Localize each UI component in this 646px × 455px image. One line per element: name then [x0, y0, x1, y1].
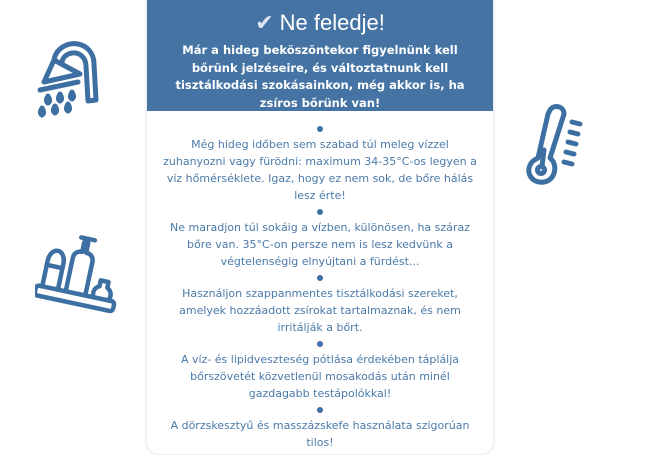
bullet-icon	[317, 209, 323, 215]
tip-text: Használjon szappanmentes tisztálkodási szereket, amelyek hozzáadott zsírokat tartalmaznak, és nem irritálják a bőrt.	[179, 287, 461, 334]
card-title	[163, 10, 477, 36]
bullet-icon	[317, 275, 323, 281]
check-icon: ✔	[255, 10, 274, 35]
bullet-icon	[317, 407, 323, 413]
tip-text: A dörzskesztyű és masszázskefe használata szigorúan tilos!	[170, 419, 470, 449]
tip-item	[159, 341, 481, 402]
tip-item	[159, 126, 481, 204]
tip-text: Még hideg időben sem szabad túl meleg vízzel zuhanyozni vagy fürödni: maximum 34-35°C-os legyen a víz hőmérséklete. Igaz, hogy ez nem sok, de bőre hálás lesz érte!	[163, 138, 477, 202]
tips-card	[147, 0, 493, 454]
tip-item	[159, 407, 481, 451]
thermometer-icon	[520, 100, 590, 195]
card-header	[147, 0, 493, 111]
tip-text: A víz- és lipidveszteség pótlása érdekében táplálja bőrszövetét közvetlenül mosakodás után minél gazdagabb testápolókkal!	[180, 353, 460, 400]
bullet-icon	[317, 341, 323, 347]
tip-item	[159, 275, 481, 336]
tips-list	[147, 111, 493, 451]
bottles-icon	[35, 232, 125, 322]
tip-text: Ne maradjon túl sokáig a vízben, különösen, ha száraz bőre van. 35°C-on persze nem is lesz kedvünk a végtelenségig elnyújtani a fürdést...	[170, 221, 470, 268]
tip-item	[159, 209, 481, 270]
shower-icon	[34, 38, 114, 128]
card-intro: Már a hideg beköszöntekor figyelnünk kell bőrünk jelzéseire, és változtatnunk kell tisztálkodási szokásainkon, még akkor is, ha zsíros bőrünk van!	[175, 43, 465, 110]
bullet-icon	[317, 126, 323, 132]
card-title-text: Ne feledje!	[279, 10, 385, 35]
